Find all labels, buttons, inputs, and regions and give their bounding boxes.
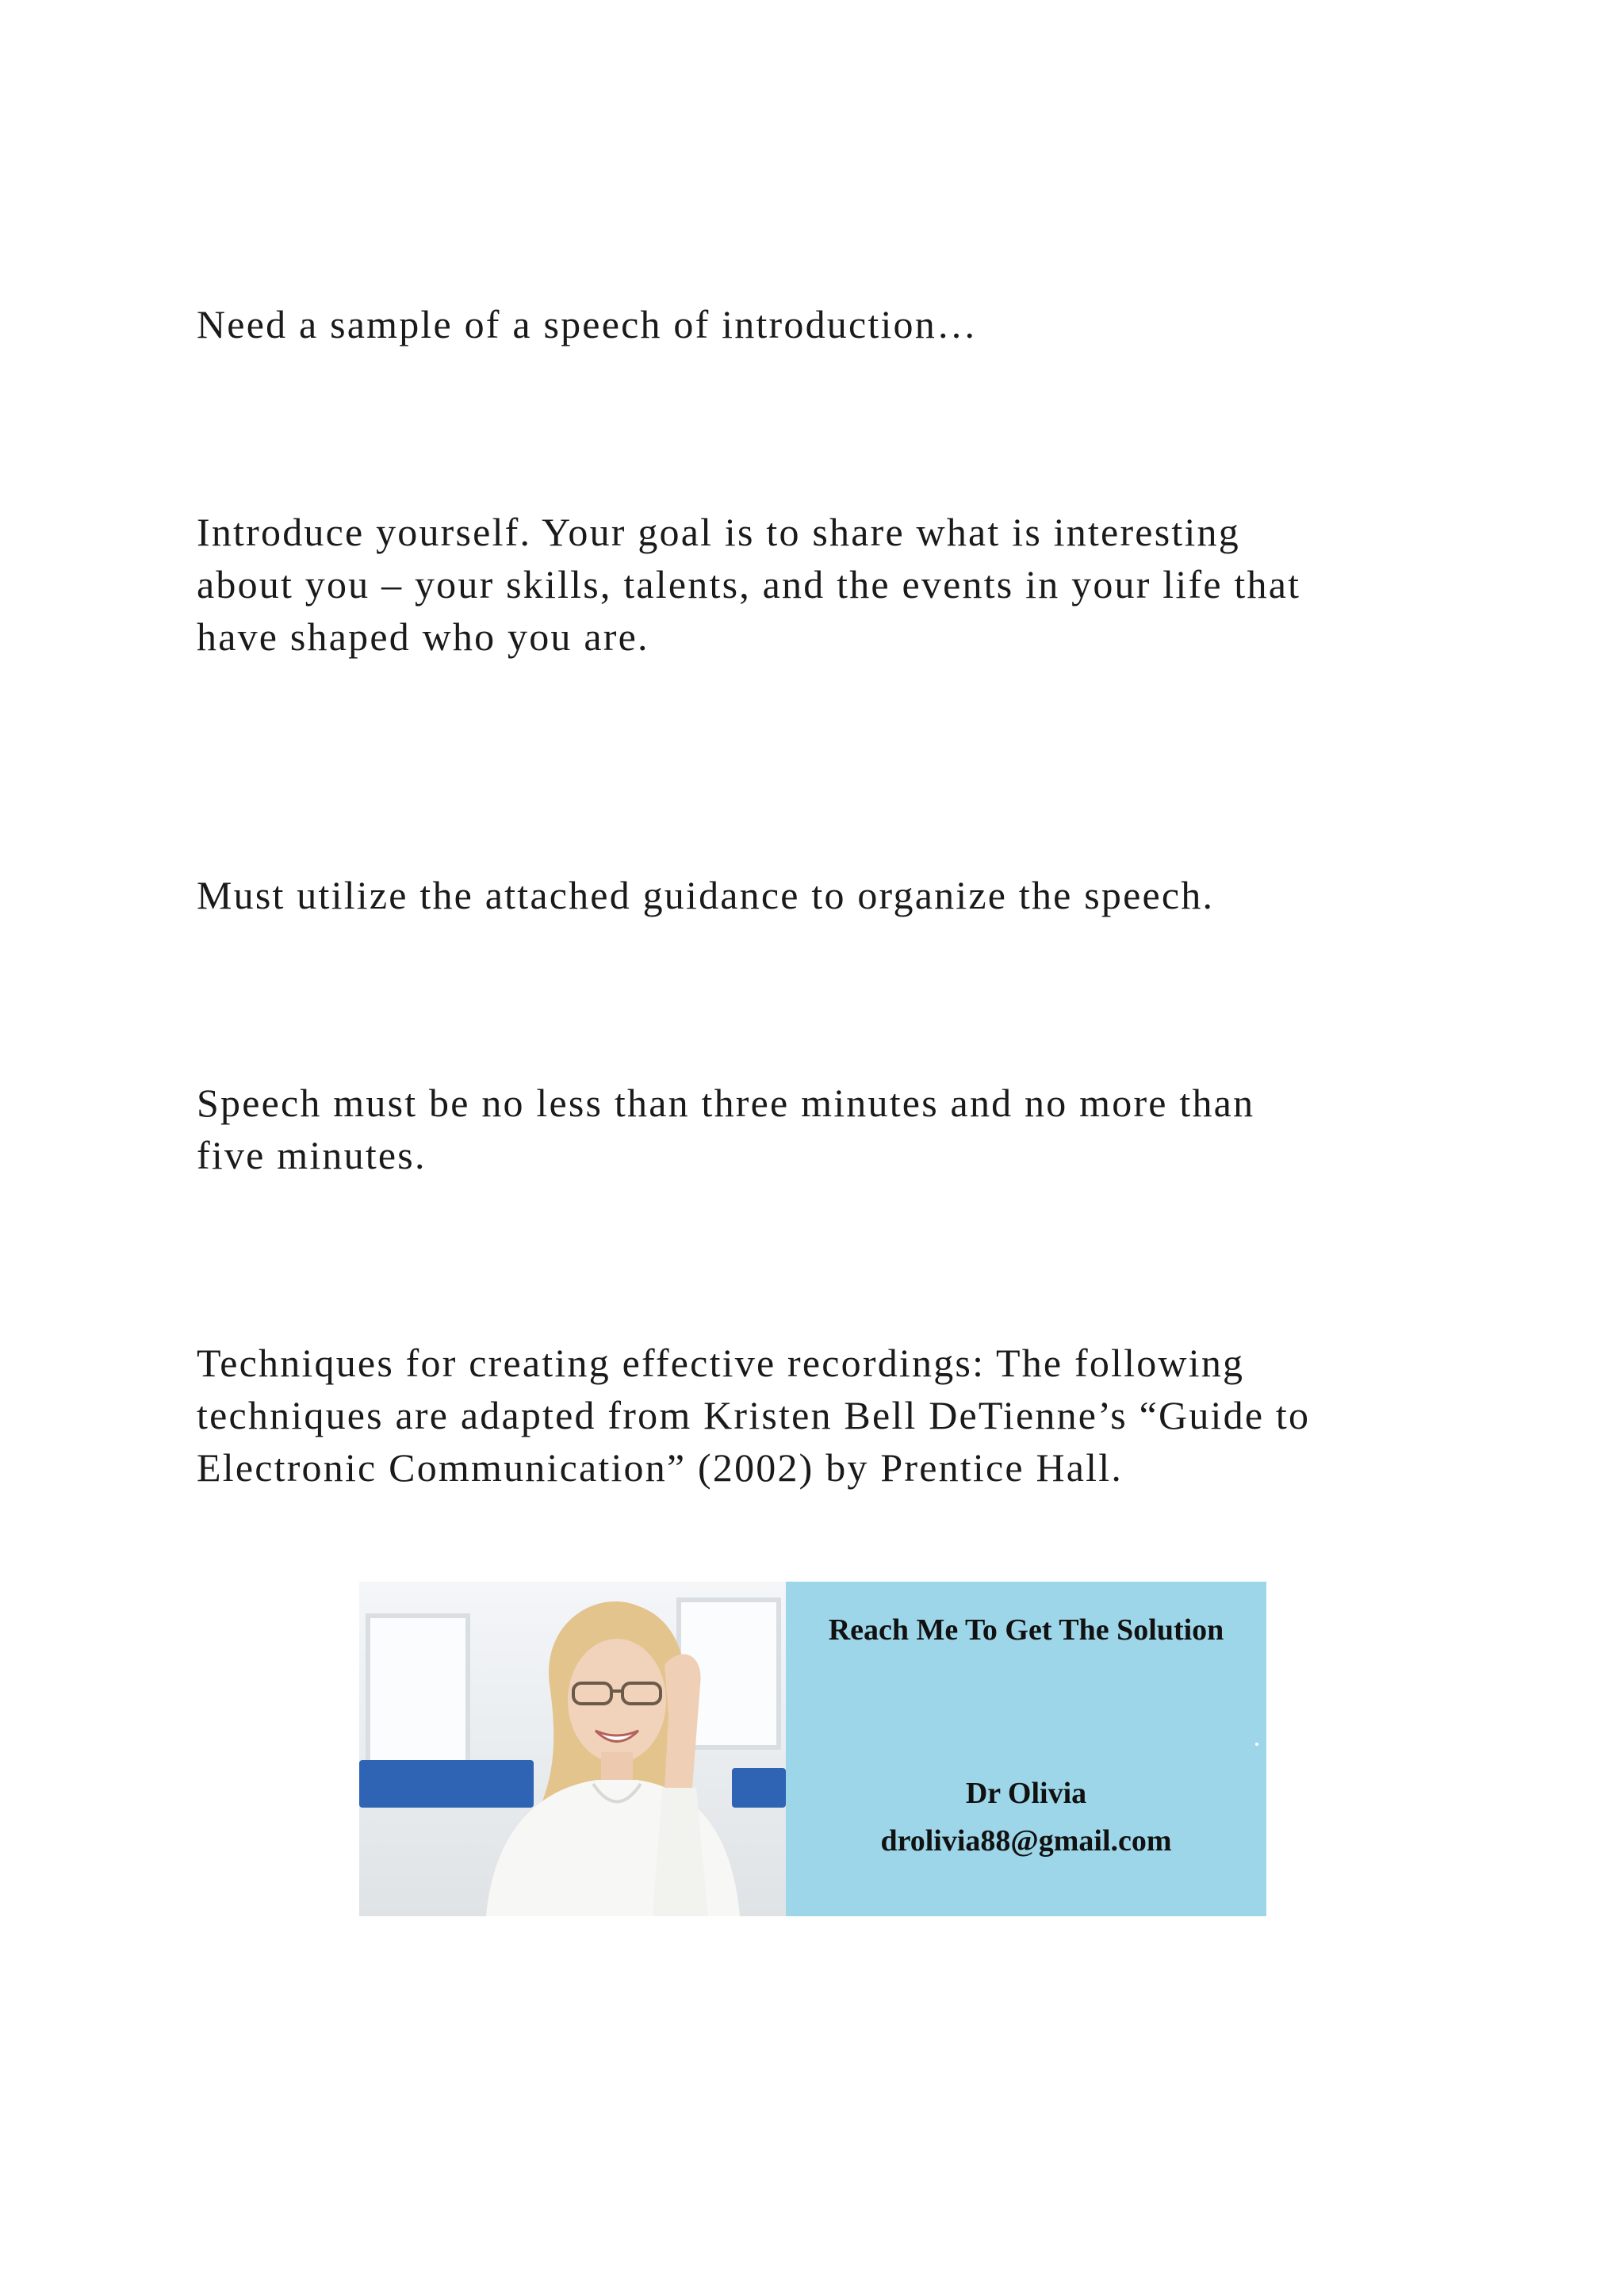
contact-name: Dr Olivia: [965, 1777, 1087, 1810]
paragraph-techniques: Techniques for creating effective recordings: The following techniques are adapted from Kristen Bell DeTienne’s “Guide to Electronic Communication” (2002) by Prentice Hall.: [197, 1341, 1311, 1490]
contact-headline: Reach Me To Get The Solution: [828, 1613, 1224, 1647]
paragraph-introduce-yourself: Introduce yourself. Your goal is to share what is interesting about you – your skills, talents, and the events in your life that have shaped who you are.: [197, 510, 1301, 659]
paragraph-duration: Speech must be no less than three minutes and no more than five minutes.: [197, 1081, 1255, 1177]
paragraph-guidance: Must utilize the attached guidance to organize the speech.: [197, 873, 1215, 917]
decorative-dot: [1255, 1743, 1258, 1746]
woman-portrait-icon: [454, 1590, 756, 1916]
contact-email-link[interactable]: drolivia88@gmail.com: [880, 1824, 1172, 1858]
contact-panel: [786, 1582, 1266, 1916]
tutor-photo: [359, 1582, 786, 1916]
paragraph-title-request: Need a sample of a speech of introduction…: [197, 302, 979, 346]
contact-banner: [359, 1582, 1266, 1916]
